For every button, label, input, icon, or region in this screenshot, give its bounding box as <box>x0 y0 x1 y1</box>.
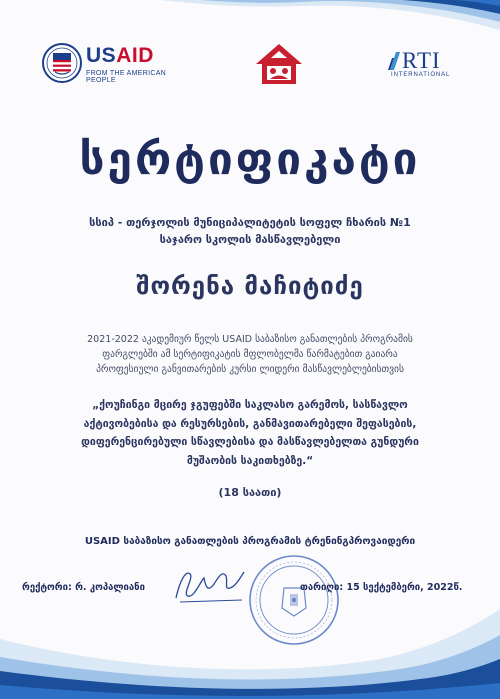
statement-line-3: პროფესიული განვითარების კურსი ლიდერი მასწავლებლებისთვის <box>96 364 404 375</box>
statement-line-2: ფარგლებში ამ სერტიფიკატის მფლობელმა წარმატებით გაიარა <box>102 349 398 360</box>
usaid-wordmark: USAID <box>86 44 154 67</box>
usaid-tagline: FROM THE AMERICAN PEOPLE <box>86 70 167 84</box>
university-stamp-icon <box>246 552 342 648</box>
program-provider: USAID საბაზისო განათლების პროგრამის ტრენინგპროვაიდერი <box>84 536 416 547</box>
course-line-3: დიფერენცირებული სწავლებისა და მასწავლებელთა გუნდური <box>81 436 419 448</box>
rti-wordmark: RTI <box>402 48 441 73</box>
certificate-statement <box>50 332 450 377</box>
school-line-1: სსიპ - თერჯოლის მუნიციპალიტეტის სოფელ ჩხარის №1 <box>89 216 411 229</box>
certificate-title: სერტიფიკატი <box>79 134 421 185</box>
recipient-name: შორენა მაჩიტიძე <box>136 272 364 300</box>
course-line-1: „ქოუჩინგი მცირე ჯგუფებში საკლასო გარემოს, სასწავლო <box>92 399 408 411</box>
handwritten-signature <box>170 560 250 608</box>
statement-line-1: 2021-2022 აკადემიურ წელს USAID საბაზისო განათლების პროგრამის <box>87 334 413 345</box>
course-line-2: აქტივობებისა და რესურსების, განმავითარებელი შეფასების, <box>83 417 417 430</box>
course-line-4: მუშაობის საკითხებზე.“ <box>186 454 314 467</box>
date-label: თარიღი: 15 სექტემბერი, 2022წ. <box>300 582 463 593</box>
house-emblem-icon <box>254 42 304 86</box>
school-line-2: საჯარო სკოლის მასწავლებელი <box>159 233 341 246</box>
rti-logo <box>388 48 460 80</box>
school-description <box>0 214 500 248</box>
usaid-logo <box>42 42 177 88</box>
logo-row <box>0 42 500 92</box>
course-title <box>48 396 452 470</box>
rector-signature-label: რექტორი: რ. კოპალიანი <box>22 582 145 593</box>
course-hours: (18 საათი) <box>218 486 282 499</box>
usaid-seal-icon <box>42 43 82 83</box>
rti-subtitle: INTERNATIONAL <box>391 72 451 78</box>
rti-mark-icon <box>388 50 402 72</box>
